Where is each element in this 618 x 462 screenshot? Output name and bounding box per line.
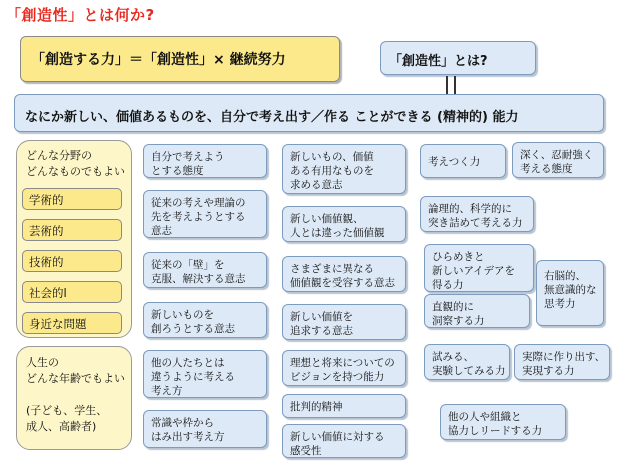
value-box: さまざまに異なる 価値観を受容する意志 <box>282 256 406 292</box>
value-box: 新しい価値を 追求する意志 <box>282 304 406 340</box>
ages-line1: 人生の <box>26 356 59 369</box>
fields-heading-line2: どんなものでもよい <box>26 165 125 178</box>
trait-box: 他の人たちとは 違うように考える 考え方 <box>143 350 267 398</box>
definition-bar: なにか新しい、価値あるものを、自分で考え出す／作る ことができる (精神的) 能力 <box>14 94 604 132</box>
ages-line3: (子ども、学生、 <box>26 404 108 417</box>
ages-line4: 成人、高齢者) <box>26 420 97 433</box>
page-title: 「創造性」とは何か? <box>6 6 155 24</box>
field-tag: 社会的l <box>22 281 122 303</box>
value-box: 新しいもの、価値 ある有用なものを 求める意志 <box>282 144 406 194</box>
field-tag: 学術的 <box>22 188 122 210</box>
attitude-box: 深く、忍耐強く 考える態度 <box>512 142 604 178</box>
connector-line-right <box>454 76 456 95</box>
field-tag: 芸術的 <box>22 219 122 241</box>
equation-box: 「創造する力」＝「創造性」× 継続努力 <box>20 36 340 82</box>
trait-box: 新しいものを 創ろうとする意志 <box>143 302 267 338</box>
trait-box: 自分で考えよう とする態度 <box>143 144 267 178</box>
ages-line2: どんな年齢でもよい <box>26 372 125 385</box>
ability-box: 考えつく力 <box>420 144 506 178</box>
field-tag: 技術的 <box>22 250 122 272</box>
ages-panel <box>16 346 132 450</box>
value-box: 理想と将来についての ビジョンを持つ能力 <box>282 350 406 386</box>
ability-box: 論理的、科学的に 突き詰めて考える力 <box>420 196 534 232</box>
trait-box: 従来の考えや理論の 先を考えようとする 意志 <box>143 190 267 238</box>
value-box: 批判的精神 <box>282 394 406 418</box>
question-box: 「創造性」とは? <box>380 41 536 75</box>
ability-box: ひらめきと 新しいアイデアを 得る力 <box>424 244 534 292</box>
fields-heading-line1: どんな分野の <box>26 149 92 162</box>
ability-box: 直観的に 洞察する力 <box>424 294 530 328</box>
trait-box: 従来の「壁」を 克服、解決する意志 <box>143 252 267 288</box>
connector-line-left <box>446 76 448 95</box>
value-box: 新しい価値に対する 感受性 <box>282 424 406 458</box>
attitude-box: 実際に作り出す、 実現する力 <box>514 344 610 380</box>
attitude-box: 右脳的、 無意識的な 思考力 <box>536 260 604 326</box>
ability-box: 他の人や組織と 協力しリードする力 <box>440 404 566 440</box>
trait-box: 常識や枠から はみ出す考え方 <box>143 410 267 448</box>
value-box: 新しい価値観、 人とは違った価値観 <box>282 206 406 242</box>
field-tag: 身近な問題 <box>22 312 122 334</box>
ability-box: 試みる、 実験してみる力 <box>424 344 510 380</box>
